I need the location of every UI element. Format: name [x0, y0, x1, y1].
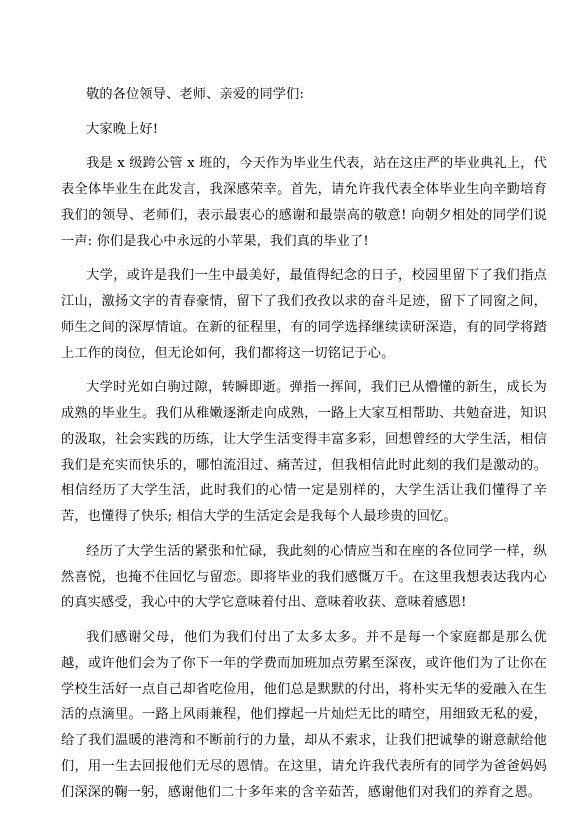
- salutation: 敬的各位领导、老师、亲爱的同学们:: [86, 87, 305, 102]
- paragraph-introduction: 我是 x 级跨公管 x 班的，今天作为毕业生代表，站在这庄严的毕业典礼上，代表全体毕业生在此发言，我深感荣幸。首先，请允许我代表全体毕业生向辛勤培育我们的领导、老师们，表示最衷心的感谢和最崇高的敬意! 向朝夕相处的同学们说一声: 你们是我心中永远的小苹果，我们真的毕业了!: [61, 156, 547, 249]
- speech-text: [61, 82, 547, 814]
- paragraph-university-memories: 大学，或许是我们一生中最美好，最值得纪念的日子，校园里留下了我们指点江山，激扬文字的青春豪情，留下了我们孜孜以求的奋斗足迹，留下了同窗之间，师生之间的深厚情谊。在新的征程里，有的同学选择继续读研深造，有的同学将踏上工作的岗位，但无论如何，我们都将这一切铭记于心。: [61, 268, 547, 361]
- paragraph-feelings: 经历了大学生活的紧张和忙碌，我此刻的心情应当和在座的各位同学一样，纵然喜悦，也掩不住回忆与留恋。即将毕业的我们感慨万千。在这里我想表达我内心的真实感受，我心中的大学它意味着付出、意味着收获、意味着感恩!: [61, 543, 547, 611]
- paragraph-thank-parents: 我们感谢父母，他们为我们付出了太多太多。并不是每一个家庭都是那么优越，或许他们会为了你下一年的学费而加班加点劳累至深夜，或许他们为了让你在学校生活好一点自己却省吃俭用，他们总是默默的付出，将朴实无华的爱融入在生活的点滴里。一路上风雨兼程，他们撑起一片灿烂无比的晴空，用细致无私的爱，给了我们温暖的港湾和不断前行的力量，却从不索求，让我们把诚挚的谢意献给他们，用一生去回报他们无尽的恩情。在这里，请允许我代表所有的同学为爸爸妈妈们深深的鞠一躬，感谢他们二十多年来的含辛茹苦，感谢他们对我们的养育之恩。: [61, 629, 547, 800]
- paragraph-university-time: 大学时光如白驹过隙，转瞬即逝。弹指一挥间，我们已从懵懂的新生，成长为成熟的毕业生。我们从稚嫩逐渐走向成熟，一路上大家互相帮助、共勉奋进，知识的汲取，社会实践的历练，让大学生活变得丰富多彩，回想曾经的大学生活，相信我们是充实而快乐的，哪怕流泪过、痛苦过，但我相信此时此刻的我们是激动的。相信经历了大学生活，此时我们的心情一定是别样的，大学生活让我们懂得了辛苦，也懂得了快乐; 相信大学的生活定会是我每个人最珍贵的回忆。: [61, 380, 547, 525]
- greeting: 大家晚上好!: [86, 121, 159, 137]
